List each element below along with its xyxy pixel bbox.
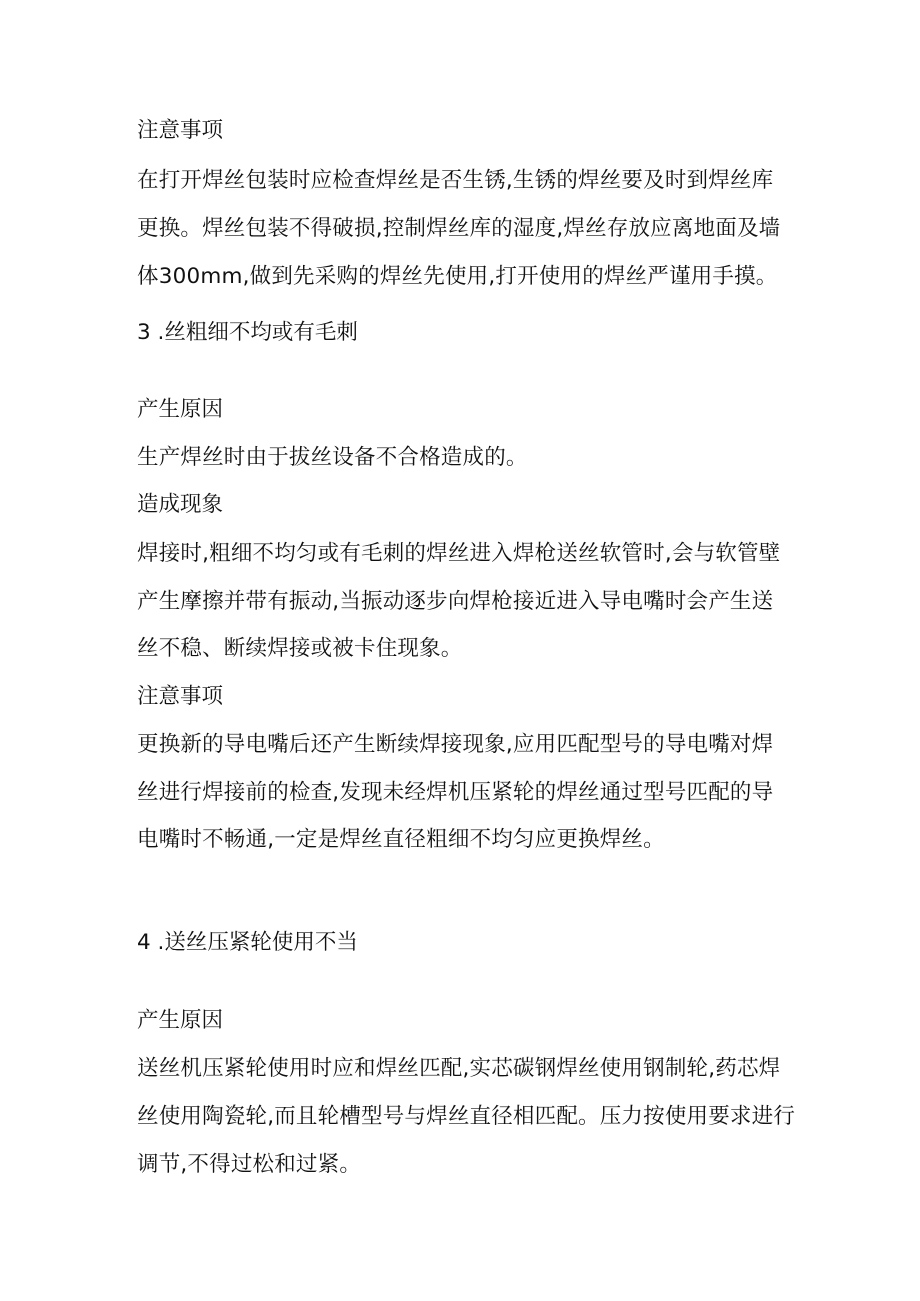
paragraph-line: 生产焊丝时由于拔丝设备不合格造成的。 [137, 445, 528, 470]
section-heading: 3 .丝粗细不均或有毛刺 [137, 320, 358, 345]
paragraph-line: 体300mm,做到先采购的焊丝先使用,打开使用的焊丝严谨用手摸。 [137, 264, 778, 289]
paragraph-line: 丝不稳、断续焊接或被卡住现象。 [137, 636, 463, 661]
heading-precautions: 注意事项 [137, 118, 224, 143]
paragraph-line: 丝进行焊接前的检查,发现未经焊机压紧轮的焊丝通过型号匹配的导 [137, 780, 774, 805]
heading-cause: 产生原因 [137, 1008, 224, 1033]
paragraph-line: 产生摩擦并带有振动,当振动逐步向焊枪接近进入导电嘴时会产生送 [137, 589, 774, 614]
paragraph-line: 更换新的导电嘴后还产生断续焊接现象,应用匹配型号的导电嘴对焊 [137, 732, 774, 757]
heading-precautions: 注意事项 [137, 684, 224, 709]
paragraph-line: 调节,不得过松和过紧。 [137, 1152, 362, 1177]
heading-phenomenon: 造成现象 [137, 492, 224, 517]
paragraph-line: 焊接时,粗细不均匀或有毛刺的焊丝进入焊枪送丝软管时,会与软管壁 [137, 541, 781, 566]
paragraph-line: 送丝机压紧轮使用时应和焊丝匹配,实芯碳钢焊丝使用钢制轮,药芯焊 [137, 1056, 781, 1081]
heading-cause: 产生原因 [137, 397, 224, 422]
paragraph-line: 在打开焊丝包装时应检查焊丝是否生锈,生锈的焊丝要及时到焊丝库 [137, 168, 774, 193]
paragraph-line: 丝使用陶瓷轮,而且轮槽型号与焊丝直径相匹配。压力按使用要求进行 [137, 1104, 796, 1129]
paragraph-line: 更换。焊丝包装不得破损,控制焊丝库的湿度,焊丝存放应离地面及墙 [137, 216, 781, 241]
paragraph-line: 电嘴时不畅通,一定是焊丝直径粗细不均匀应更换焊丝。 [137, 827, 665, 852]
section-heading: 4 .送丝压紧轮使用不当 [137, 930, 358, 955]
